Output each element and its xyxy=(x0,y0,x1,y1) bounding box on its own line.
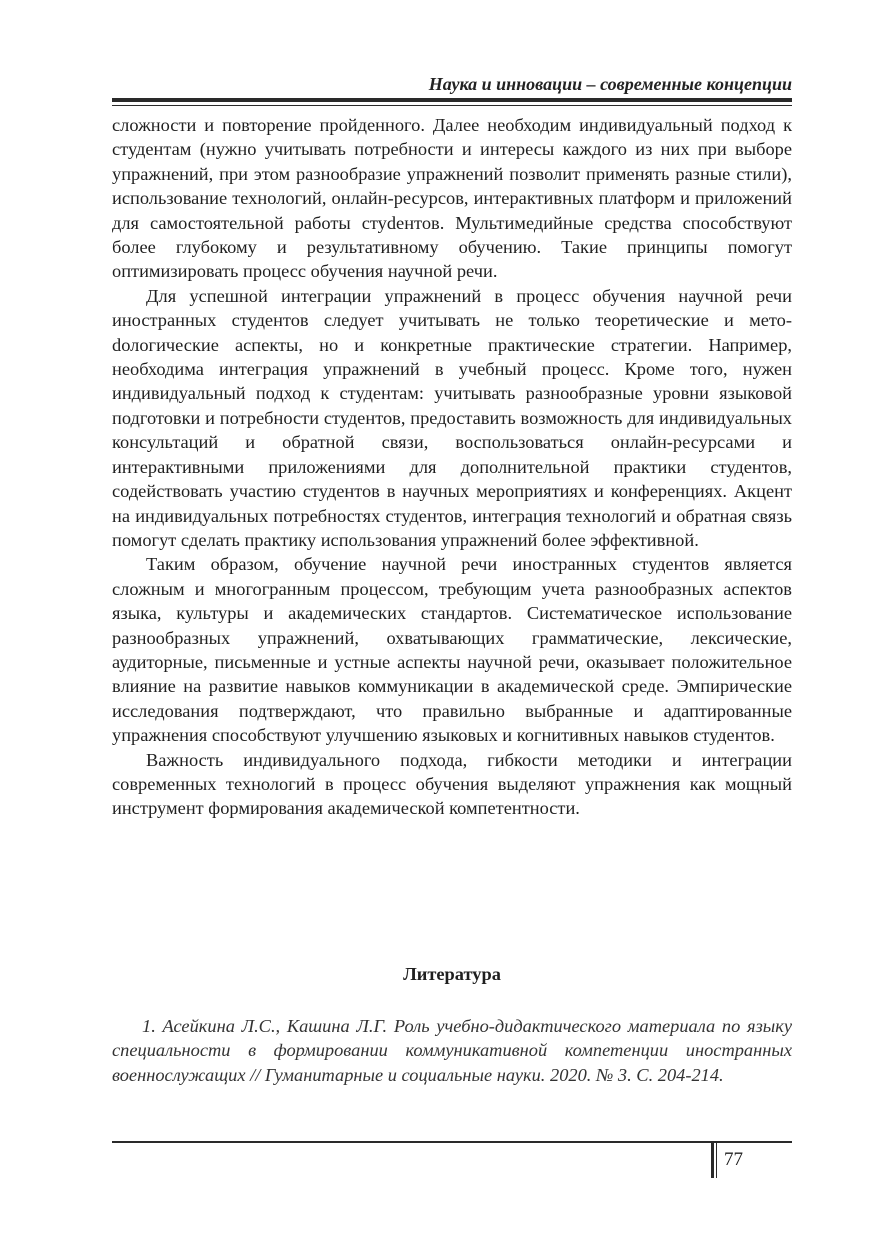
body-text xyxy=(112,113,792,821)
references-title: Литература xyxy=(403,964,501,984)
footer-bar-thick xyxy=(711,1143,714,1178)
footer-rule xyxy=(112,1141,792,1143)
paragraph-conclusion: Таким образом, обучение научной речи иностранных студентов является сложным и многогранным процессом, требующим учета разнообразных аспектов языка, культуры и академических стандартов. Систематическое использование разнообразных упражнений, охватывающих грамматические, лексические, аудиторные, письменные и устные аспекты научной речи, оказывает положительное влияние на развитие навыков коммуникации в академической среде. Эмпирические исследования подтверждают, что правильно выбранные и адаптированные упражнения способствуют улучшению языковых и когнитивных навыков студентов. xyxy=(112,554,792,746)
page-number: 77 xyxy=(724,1149,743,1170)
paragraph-continuation: сложности и повторение пройденного. Далее необходим индивидуальный подход к студентам (нужно учитывать потребности и интересы каждого из них при выборе упражнений, при этом разнообразие упражнений позволит применять разные стили), использование технологий, онлайн-ресурсов, интерактивных платформ и приложений для самостоятельной работы стуdентов. Мультимедийные средства способствуют более глубокому и результативному обучению. Такие принципы помогут оптимизировать процесс обучения научной речи. xyxy=(112,115,792,282)
paragraph-integration: Для успешной интеграции упражнений в процесс обучения научной речи иностранных студентов следует учитывать не только теоретические и метоdологические аспекты, но и конкретные практические стратегии. Например, необходима интеграция упражнений в учебный процесс. Кроме того, нужен индивидуальный подход к студентам: учитывать разнообразные уровни языковой подготовки и потребности студентов, предоставить возможность для индивидуальных консультаций и обратной связи, воспользоваться онлайн-ресурсами и интерактивными приложениями для дополнительной практики студентов, содействовать участию студентов в научных мероприятиях и конференциях. Акцент на индивидуальных потребностях студентов, интеграция технологий и обратная связь помогут сделать практику использования упражнений более эффективной. xyxy=(112,285,792,550)
header-rule-thin xyxy=(112,105,792,106)
running-head: Наука и инновации – современные концепции xyxy=(428,74,792,94)
references-list xyxy=(112,1014,792,1087)
footer-bar-thin xyxy=(716,1143,717,1178)
header-rule-thick xyxy=(112,98,792,102)
paragraph-importance: Важность индивидуального подхода, гибкости методики и интеграции современных технологий в процесс обучения выделяют упражнения как мощный инструмент формирования академической компетентности. xyxy=(112,749,792,819)
reference-item: 1. Асейкина Л.С., Кашина Л.Г. Роль учебно-дидактического материала по языку специальности в формировании коммуникативной компетенции иностранных военнослужащих // Гуманитарные и социальные науки. 2020. № 3. С. 204-214. xyxy=(112,1016,792,1085)
